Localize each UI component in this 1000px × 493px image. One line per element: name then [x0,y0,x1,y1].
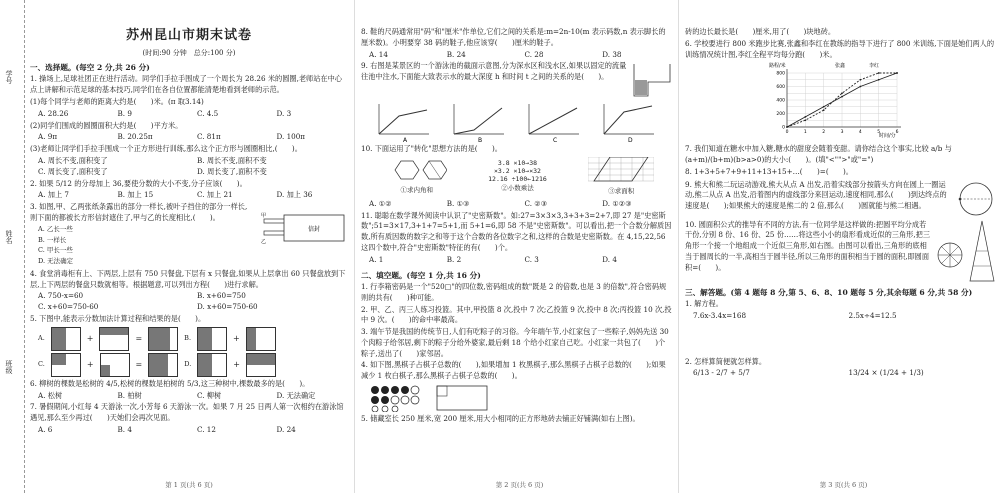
grid-area-figure [588,157,654,183]
option[interactable]: B. 柏树 [117,390,142,400]
svg-text:甲: 甲 [261,213,267,220]
chart-x-tick: 4 [858,130,862,136]
chart-x-tick: 5 [877,130,881,136]
option[interactable]: A. ①② [369,198,392,208]
question-10: 10. 下面运用了"转化"思想方法的是( )。 [361,144,502,154]
fill-5: 5. 储藏室长 250 厘米,宽 200 厘米,用大小相同的正方形地砖去铺正好铺满(如右上图)。 [361,414,640,424]
fill-8: 8. 1+3+5+7+9+11+13+15+…( )=( )。 [685,166,853,176]
question-1: 1. 操场上,足球社团正在进行活动。同学们手拉手围成了一个周长为 28.26 米的圆圈,老师站在中心点上讲解和示范足球的基本技巧,同学们在各自位置都能清楚地看到老师的示范。 [30,74,342,95]
chart-x-tick: 1 [803,130,807,136]
chart-point [878,72,880,74]
solve-2: 2. 怎样算简便就怎样算。 [685,356,767,366]
option[interactable]: A. 周长不变,面积变了 [38,155,108,165]
equation: 7.6x-3.4x=168 [693,310,747,320]
option[interactable]: B. ①③ [446,198,470,208]
graph-label-d[interactable]: D [628,137,633,143]
option[interactable]: B. x+60=750 [197,291,246,301]
page-2 [354,0,672,493]
chart-y-tick: 400 [776,98,785,104]
graph-label-c[interactable]: C [553,137,558,143]
question-11: 11. 聪聪在数学课外阅读中认识了"史密斯数"。如:27=3×3×3,3+3+3=2+7,即 27 是"史密斯数";51=3×17,3+1+7=5+1,而 5+1=6,即 58 不是"史密斯数"。可以看出,把一个合数分解质因数,所有质因数的数字之和等于这个合数的各位数字之和,这样的合数是史密斯数。在 4,15,22,56 这四个数中,符合"史密斯数"特征的有( )个。 [361,210,672,252]
question-2: 2. 如果 5/12 的分母加上 36,要使分数的大小不变,分子应该( )。 [30,178,247,188]
option[interactable]: A. 6 [38,424,53,434]
margin-label-id: 学号 [5,70,13,84]
margin-label-name: 姓名 [5,230,13,244]
fraction-square [148,327,178,351]
training-line-chart [765,61,915,139]
question-5-figures-b: C. + = D. + [30,353,348,377]
question-1-3-options-b [30,167,348,178]
option[interactable]: C. 4.5 [197,108,219,118]
option[interactable]: D. 38 [602,49,622,59]
svg-text:乙: 乙 [261,239,267,246]
question-9: 9. 右图是某景区的一个游泳池的截面示意图,分为深水区和浅水区,如果以固定的流量往池中注水,下面能大致表示水的最大深度 h 和时间 t 之间的关系的是( )。 [361,61,627,82]
option[interactable]: C. 12 [197,424,216,434]
fill-10: 10. 圆面积公式的推导有不同的方法,有一位同学是这样做的:把圆平均分成若干份,分别 8 份、16 份、25 份……将这些小小的扇形看成近似的三角形,把三角形一个接一个地组成一个近似三角形,如右图。由图可以看出,三角形的底相当于圆周长的一半,高相当于圆半径,所以三角形的面积相当于圆的面积,即圆面积=( )。 [685,219,931,272]
question-9-graphs [361,102,672,142]
option[interactable]: A. 28.26 [38,108,69,118]
decimal-multiplication: 3.8 ×10→38 ×3.2 ×10→×32 12.16 ÷100←1216 [488,159,547,183]
solve-1: 1. 解方程。 [685,298,723,308]
hexagon-figure [387,158,447,182]
section-fill: 二、填空题。(每空 1 分,共 16 分) [361,270,481,280]
section-solve: 三、解答题。(第 4 题每 8 分,第 5、6、8、10 题每 5 分,其余每题 6 分,共 58 分) [685,287,973,297]
option[interactable]: C. 柳树 [197,390,222,400]
question-8: 8. 鞋的尺码通常用"码"和"厘米"作单位,它们之间的关系是:m=2n-10(m 表示码数,n 表示脚长的厘米数)。小明要穿 38 码的鞋子,他应该穿( )厘米的鞋子。 [361,27,666,47]
option[interactable]: A. 松树 [38,390,63,400]
question-6-options [30,391,348,402]
solve-1-equations [685,311,996,322]
chart-point [859,86,861,88]
question-7: 7. 暑假期间,小红每 4 天游泳一次,小芳每 6 天游泳一次。如果 7 月 25 日两人第一次相约在游泳馆遇见,那么至少再过( )天她们会再次见面。 [30,402,344,423]
page-1 [30,0,348,493]
fraction-square [246,353,276,377]
question-1-2: (2)同学们围成的圆圈面积大约是( )平方米。 [30,120,183,130]
option[interactable]: B. 4 [117,424,132,434]
option[interactable]: B. 周长不变,面积不变 [197,155,267,165]
option[interactable]: D. 100π [276,132,306,142]
fill-9: 9. 熊大和熊二玩运动游戏,熊大从点 A 出发,沿着实线部分按箭头方向在圆上一圈运动,熊二从点 A 出发,沿着图内的虚线部分来回运动,速度相同,那么( )到达终点的速度是( );如果熊大的速度是熊二的 2 倍,那么( )圆就能与熊二相遇。 [685,179,947,211]
equation: 2.5x÷4=12.5 [848,310,897,320]
chart-legend-zhangxin: 张鑫 [835,63,846,70]
expression: 6/13 - 2/7 + 5/7 [693,368,750,378]
option[interactable]: D. 无法确定 [276,390,316,400]
option[interactable]: A. 9π [38,132,58,142]
question-8-options [361,50,672,61]
option[interactable]: A. 加上 7 [38,190,69,200]
option[interactable]: D. 3 [276,108,292,118]
chart-point [804,116,806,118]
page-footer: 第 3 页(共 6 页) [819,481,868,490]
question-11-options [361,255,672,266]
option[interactable]: C. 3 [524,254,539,264]
chess-pieces-figure [369,384,429,412]
fraction-square [197,353,227,377]
question-2-options [30,190,348,201]
binding-margin [0,0,25,493]
figure-caption: ②小数乘法 [501,183,534,192]
fill-3: 3. 端午节是我国的传统节日,人们有吃粽子的习俗。今年端午节,小红家包了一些粽子,妈妈先送 30 个肉粽子给邻居,剩下的粽子分给外婆家,最后剩 18 个给小红家自己吃。小红家一共包了( )个粽子,送出了( )家邻居。 [361,327,669,358]
chart-point [841,96,843,98]
chart-ylabel: 路程/米 [769,63,786,70]
fraction-square [100,353,130,377]
chart-legend-lihong: 李红 [869,63,880,70]
option[interactable]: D. ①②③ [602,198,632,208]
question-4: 4. 食堂消毒柜有上、下两层,上层有 750 只餐盘,下层有 x 只餐盘,如果从上层拿出 60 只餐盘放到下层,上下两层的餐盘只数就相等。根据题意,可以列出方程( )进行求解。 [30,268,346,289]
question-3-option-a[interactable]: A. 乙长一些 [38,224,73,233]
chart-point [841,93,843,95]
depth-time-graphs [369,102,669,142]
fraction-square [51,327,81,351]
option[interactable]: C. ②③ [524,198,548,208]
fill-4-figures [361,384,672,412]
fill-1: 1. 行李箱密码是一个"520□"的四位数,密码组成的数"既是 2 的倍数,也是 3 的倍数",符合密码规则的共有( )种可能。 [361,281,667,302]
page-footer: 第 2 页(共 6 页) [495,481,544,490]
chart-y-tick: 200 [776,112,785,118]
chart-point [823,110,825,112]
question-3-option-c[interactable]: C. 甲长一些 [38,246,73,255]
margin-label-class: 班级 [5,360,13,374]
fill-2: 2. 甲、乙、丙三人练习投篮。其中,甲投篮 8 次,投中 7 次;乙投篮 9 次,投中 8 次;丙投篮 10 次,投中 9 次。( )的命中率最高。 [361,304,672,325]
page-title: 苏州昆山市期末试卷 [125,28,252,43]
question-10-figures [361,157,672,197]
option[interactable]: B. 20.25π [117,132,153,142]
question-5: 5. 下图中,能表示分数加法计算过程和结果的是( )。 [30,313,206,323]
chart-y-tick: 800 [776,71,785,77]
page-footer: 第 1 页(共 6 页) [165,481,213,490]
chart-x-tick: 3 [840,130,844,136]
fraction-square [99,327,129,351]
fraction-square [148,353,178,377]
question-1-2-options [30,132,348,143]
chart-point [786,126,788,128]
fraction-square [51,353,81,377]
pool-diagram [632,60,672,100]
question-5-figures: A. + = B. + [30,327,348,351]
question-3: 3. 如图,甲、乙两张纸条露出的部分一样长,被叶子挡住的部分一样长,则下面的都被长方形信封遮住了,甲与乙的长度相比,( )。 [30,202,248,222]
circle-sectors-figure [936,219,996,283]
chart-point [896,72,898,74]
page-3 [678,0,996,493]
section-choice: 一、选择题。(每空 2 分,共 26 分) [30,63,150,72]
chart-xlabel: 时间/分 [879,133,896,140]
expression: 13/24 × (1/24 + 1/3) [848,368,924,378]
fill-4: 4. 如下图,黑棋子占棋子总数的( ),如果增加 1 枚黑棋子,那么黑棋子占棋子总数的( );如果减少 1 枚白棋子,那么黑棋子占棋子总数的( )。 [361,360,666,381]
chart-y-tick: 0 [782,125,785,131]
option[interactable]: A. 1 [369,254,384,264]
option[interactable]: C. 周长变了,面积变了 [38,166,108,176]
option[interactable]: C. x+60=750-60 [38,302,99,312]
chart-point [804,120,806,122]
option[interactable]: D. 周长变了,面积不变 [197,166,267,176]
option[interactable]: B. 24 [446,49,466,59]
graph-label-b[interactable]: B [478,137,483,143]
option[interactable]: A. 750-x=60 [38,291,84,301]
question-1-3-options [30,156,348,167]
question-10-options [361,199,672,210]
graph-label-a[interactable]: A [403,137,408,143]
figure-caption: ③求面积 [608,186,635,195]
option[interactable]: C. 加上 21 [197,190,233,200]
chart-x-tick: 6 [895,130,899,136]
option[interactable]: C. 81π [197,132,221,142]
chart-point [859,79,861,81]
question-7-options [30,425,348,436]
option[interactable]: D. 4 [602,254,617,264]
question-4-options [30,291,348,302]
fill-6: 6. 学校要进行 800 米跑步比赛,张鑫和李红在教练的指导下进行了 800 米训练,下面是她们两人的训练情况统计图,李红全程平均每分跑( )米。 [685,38,995,59]
envelope-figure [260,201,348,249]
exam-info: (时间:90 分钟 总分:100 分) [142,48,236,57]
option[interactable]: B. 加上 15 [117,190,154,200]
fill-7: 7. 我们知道在糖水中加入糖,糖水的甜度会随着变甜。请你结合这个事实,比较 a/b 与 (a+m)/(b+m)(b>a>0)的大小:( )。(填"<"">"或"=") [685,144,952,164]
question-1-1: (1)每个同学与老师的距离大约是( )米。(π 取3.14) [30,96,204,106]
question-3-option-d[interactable]: D. 无法确定 [38,257,74,265]
option[interactable]: D. 加上 36 [276,190,313,200]
option[interactable]: D. x+60=750-60 [197,302,258,312]
chart-point [878,79,880,81]
envelope-label: 信封 [308,226,321,234]
fraction-square [246,327,276,351]
option[interactable]: B. 2 [446,254,462,264]
fill-5-continued: 砖的边长最长是( )厘米,用了( )块地砖。 [685,27,836,36]
circle-track-figure [956,179,996,219]
question-1-3: (3)老师让同学们手拉手围成一个正方形进行训练,那么这个正方形与圆圈相比,( )。 [30,144,302,154]
fraction-square [197,327,227,351]
chart-point [823,106,825,108]
option[interactable]: A. 14 [369,49,388,59]
option[interactable]: D. 24 [276,424,296,434]
question-1-1-options [30,109,348,120]
chart-y-tick: 600 [776,85,785,91]
option[interactable]: B. 9 [117,108,132,118]
option[interactable]: C. 28 [524,49,544,59]
tile-figure [435,384,495,412]
question-4-options-b [30,302,348,313]
solve-2-expressions [685,368,996,379]
figure-caption: ①求内角和 [400,185,433,194]
chart-x-tick: 2 [822,130,826,136]
chart-x-tick: 0 [785,130,789,136]
question-3-option-b[interactable]: B. 一样长 [38,235,67,244]
question-6: 6. 柳树的棵数是松树的 4/5,松树的棵数是柏树的 5/3,这三种树中,棵数最多的是( )。 [30,378,310,388]
